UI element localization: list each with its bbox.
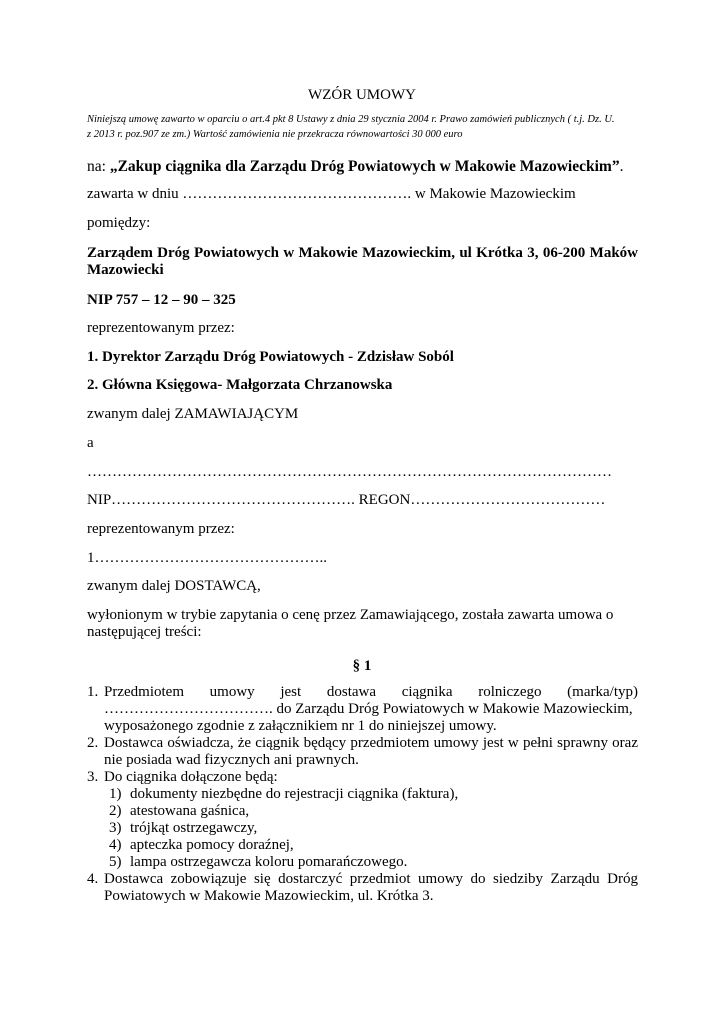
concluded-date-line: zawarta w dniu ………………………………………. w Makowie Mazowieckim	[87, 186, 576, 202]
p3-item-text: apteczka pomocy doraźnej,	[130, 837, 294, 853]
p3-line-1: Do ciągnika dołączone będą:	[104, 769, 278, 785]
subject-suffix: .	[619, 158, 624, 175]
p4-line-1: Dostawca zobowiązuje się dostarczyć przedmiot umowy do siedziby Zarządu Dróg	[104, 871, 638, 887]
p3-item-number: 2)	[109, 803, 122, 819]
party1-called: zwanym dalej ZAMAWIAJĄCYM	[87, 406, 299, 422]
p3-item-text: dokumenty niezbędne do rejestracji ciągnika (faktura),	[130, 786, 459, 802]
party1-line-1: Zarządem Dróg Powiatowych w Makowie Mazowieckim, ul Krótka 3, 06-200 Maków	[87, 245, 638, 261]
p2-line-1: Dostawca oświadcza, że ciągnik będący przedmiotem umowy jest w pełni sprawny oraz	[104, 735, 638, 751]
selection-line-1: wyłonionym w trybie zapytania o cenę przez Zamawiającego, została zawarta umowa o	[87, 607, 614, 623]
and-label: a	[87, 435, 94, 451]
party2-name-blank: ……………………………………………………………………………………………	[87, 464, 612, 480]
party1-represented-by: reprezentowanym przez:	[87, 320, 235, 336]
p3-item-number: 3)	[109, 820, 122, 836]
p4-number: 4.	[87, 871, 99, 887]
legal-note-line-2: z 2013 r. poz.907 ze zm.) Wartość zamówienia nie przekracza równowartości 30 000 euro	[87, 129, 463, 140]
p4-line-2: Powiatowych w Makowie Mazowieckim, ul. Krótka 3.	[104, 888, 434, 904]
contract-subject	[87, 158, 623, 175]
p3-item-number: 4)	[109, 837, 122, 853]
between-label: pomiędzy:	[87, 215, 151, 231]
p3-item-text: atestowana gaśnica,	[130, 803, 250, 819]
p3-number: 3.	[87, 769, 99, 785]
p2-line-2: nie posiada wad fizycznych ani prawnych.	[104, 752, 359, 768]
party1-line-2: Mazowiecki	[87, 262, 164, 278]
p3-item-number: 5)	[109, 854, 122, 870]
party2-representative-1: 1………………………………………..	[87, 550, 327, 566]
document-title: WZÓR UMOWY	[308, 87, 416, 103]
selection-line-2: następującej treści:	[87, 624, 202, 640]
party2-nip-regon: NIP…………………………………………. REGON…………………………………	[87, 492, 606, 508]
p2-number: 2.	[87, 735, 99, 751]
party1-representative-1: 1. Dyrektor Zarządu Dróg Powiatowych - Zdzisław Soból	[87, 349, 454, 365]
party1-representative-2: 2. Główna Księgowa- Małgorzata Chrzanowska	[87, 377, 393, 393]
party1-nip: NIP 757 – 12 – 90 – 325	[87, 292, 236, 308]
party2-called: zwanym dalej DOSTAWCĄ,	[87, 578, 261, 594]
p1-line-3: wyposażonego zgodnie z załącznikiem nr 1 do niniejszej umowy.	[104, 718, 497, 734]
section-1-heading: § 1	[352, 658, 372, 674]
legal-note-line-1: Niniejszą umowę zawarto w oparciu o art.4 pkt 8 Ustawy z dnia 29 stycznia 2004 r. Prawo zamówień publicznych ( t.j. Dz. U.	[87, 114, 615, 125]
p3-item-text: trójkąt ostrzegawczy,	[130, 820, 258, 836]
party2-represented-by: reprezentowanym przez:	[87, 521, 235, 537]
subject-title: „Zakup ciągnika dla Zarządu Dróg Powiatowych w Makowie Mazowieckim”	[109, 158, 620, 175]
p1-line-1: Przedmiotem umowy jest dostawa ciągnika rolniczego (marka/typ)	[104, 684, 638, 700]
p1-line-2: ……………………………. do Zarządu Dróg Powiatowych w Makowie Mazowieckim,	[104, 701, 633, 717]
subject-prefix: na:	[87, 158, 110, 175]
p3-item-text: lampa ostrzegawcza koloru pomarańczowego.	[130, 854, 408, 870]
p3-item-number: 1)	[109, 786, 122, 802]
p1-number: 1.	[87, 684, 99, 700]
